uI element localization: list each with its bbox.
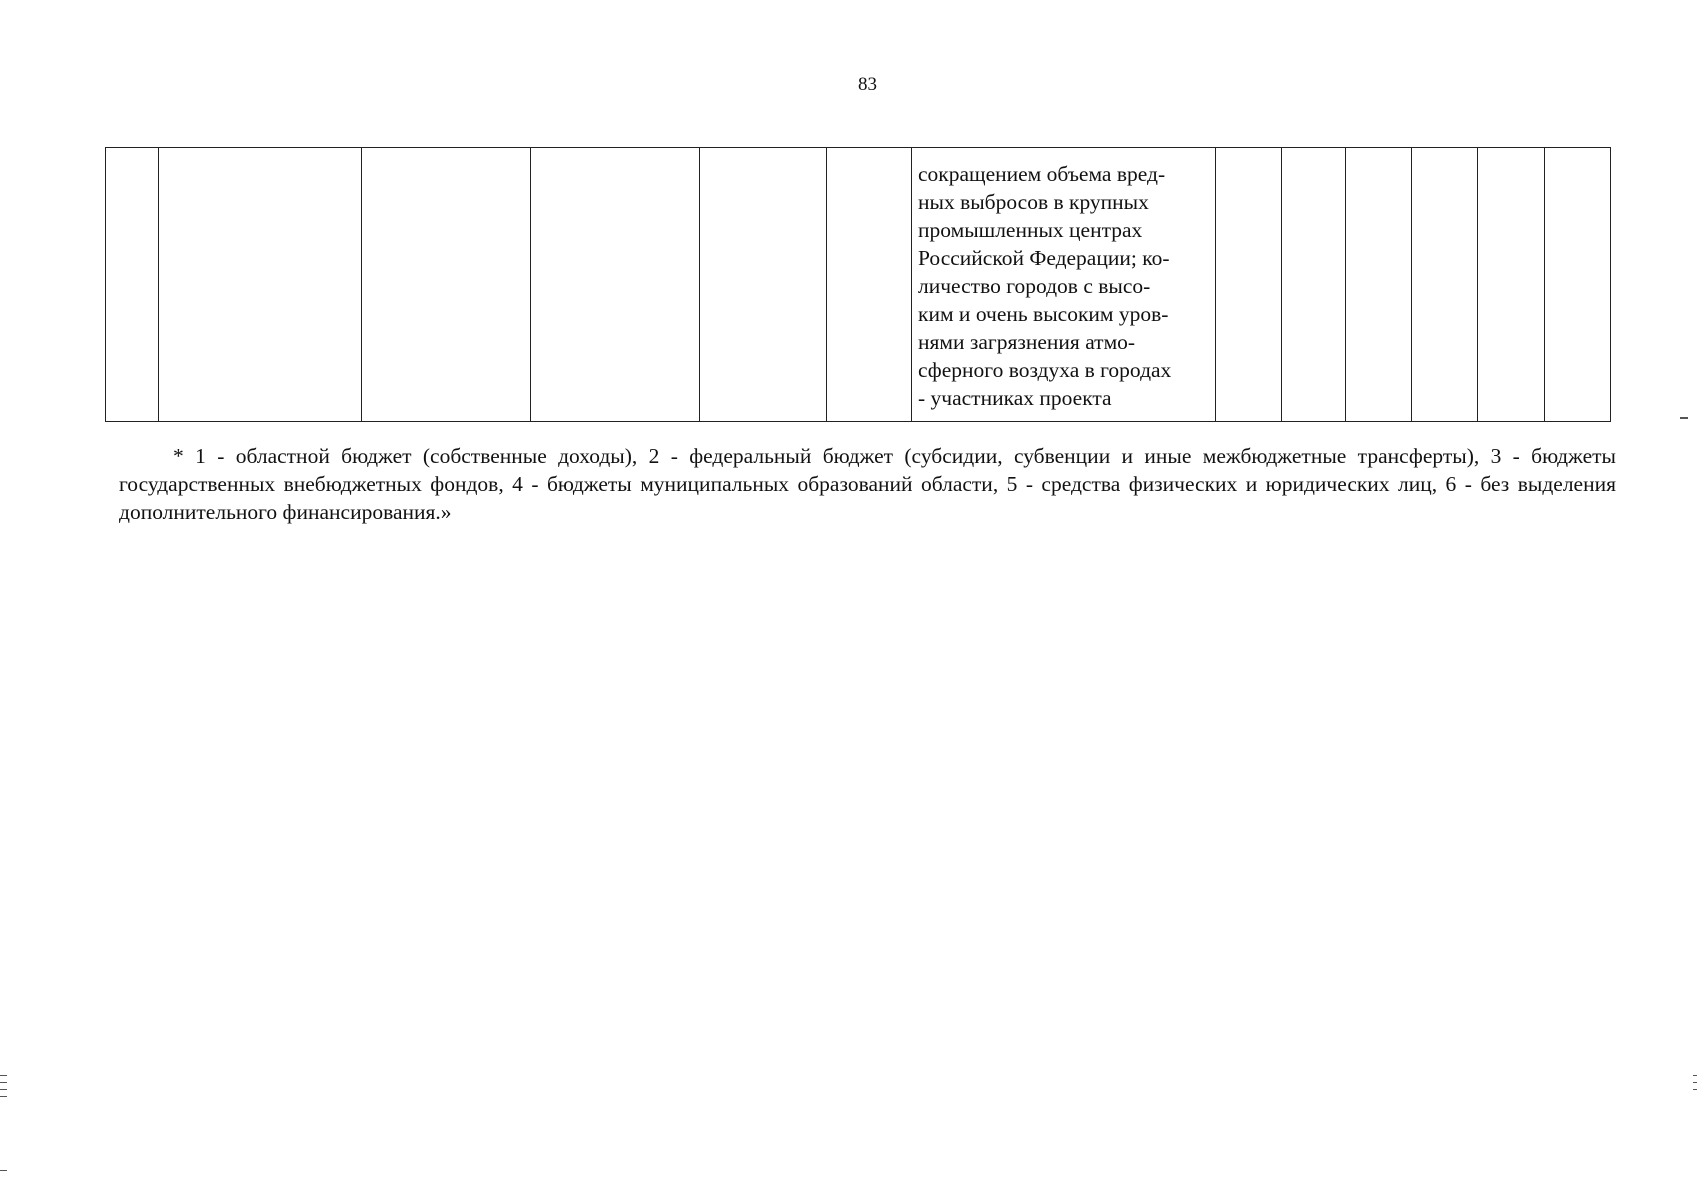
footnote: * 1 - областной бюджет (собственные доходы), 2 - федеральный бюджет (субсидии, субвенции и иные межбюджетные трансферты), 3 - бюджеты государственных внебюджетных фондов, 4 - бюджеты муниципальных образований области, 5 - средства физических и юридических лиц, 6 - без выделения дополнительного финансирования.» xyxy=(119,444,1616,524)
table-cell-description: сокращением объема вред- ных выбросов в крупных промышленных центрах Российской Федерации; ко- личество городов с высо- ким и очень высоким уров- нями загрязнения атмо- сферного воздуха в городах - участниках проекта xyxy=(912,148,1216,422)
scan-mark xyxy=(0,1089,7,1090)
table-cell-empty xyxy=(700,148,827,422)
table-cell-empty xyxy=(827,148,912,422)
scan-mark xyxy=(0,1075,7,1076)
table-row xyxy=(106,148,1611,422)
scan-mark xyxy=(1693,1075,1697,1076)
table-cell-empty xyxy=(1478,148,1545,422)
scan-mark xyxy=(1680,417,1688,419)
table-cell-empty xyxy=(1282,148,1346,422)
table-cell-empty xyxy=(106,148,159,422)
scan-mark xyxy=(0,1096,7,1097)
page-number: 83 xyxy=(858,74,877,95)
table-cell-empty xyxy=(1216,148,1282,422)
scan-mark xyxy=(0,1170,7,1171)
table-cell-empty xyxy=(1545,148,1611,422)
scan-mark xyxy=(1693,1082,1697,1083)
table-cell-empty xyxy=(362,148,531,422)
table-cell-empty xyxy=(1346,148,1412,422)
scan-mark xyxy=(1693,1089,1697,1090)
budget-table xyxy=(105,147,1611,422)
table-cell-empty xyxy=(531,148,700,422)
scan-mark xyxy=(0,1082,7,1083)
table-cell-empty xyxy=(159,148,362,422)
table-cell-empty xyxy=(1412,148,1478,422)
